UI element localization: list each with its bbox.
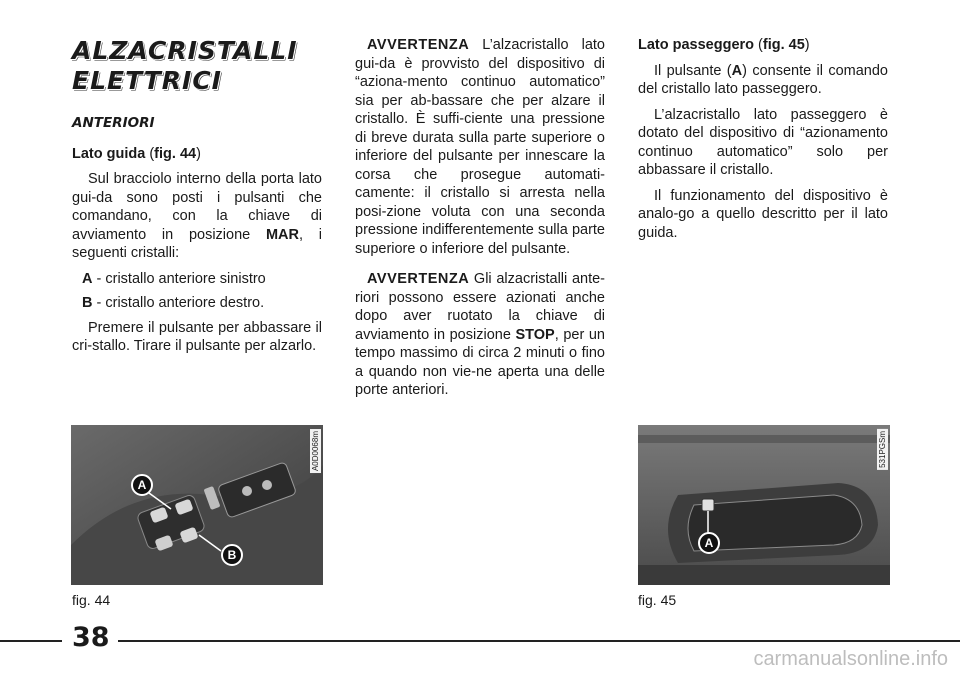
fig45-image (638, 425, 890, 585)
page-title: ALZACRISTALLI ELETTRICI (72, 36, 298, 95)
operation-paragraph: Premere il pulsante per abbassare il cri-stallo. Tirare il pulsante per alzarlo. (72, 319, 322, 354)
fig44-callout-a: A (131, 474, 153, 496)
middle-column (355, 36, 605, 407)
fig44-image (71, 425, 323, 585)
watermark: carmanualsonline.info (753, 648, 948, 670)
driver-side-heading: Lato guida (fig. 44) (72, 145, 201, 162)
fig45-code: 531PGSm (878, 431, 887, 468)
fig44-code: A0D0068m (311, 431, 320, 472)
passenger-paragraph-2: L’alzacristallo lato passeggero è dotato del dispositivo di “azionamento continuo automatico” solo per abbassare il cristallo. (638, 106, 888, 178)
fig44-illustration (71, 425, 323, 585)
footer-rule-left (0, 640, 62, 642)
right-column (638, 36, 888, 249)
footer-rule-right (118, 640, 960, 642)
left-column (72, 36, 322, 363)
fig44-callout-b: B (221, 544, 243, 566)
list-item-a: A - cristallo anteriore sinistro (82, 270, 266, 287)
fig45-callout-a: A (698, 532, 720, 554)
passenger-side-heading: Lato passeggero (fig. 45) (638, 37, 810, 53)
warning-2: AVVERTENZA Gli alzacristalli ante-riori possono essere azionati anche dopo aver ruotato la chiave di avviamento in posizione STOP, per un tempo massimo di circa 2 minuti o fino a quando non vie-ne aperta una delle porte anteriori. (355, 271, 605, 398)
warning-1: AVVERTENZA L’alzacristallo lato gui-da è provvisto del dispositivo di “aziona-mento continuo automatico” sia per ab-bassare che per alzare il cristallo. È suffi-ciente una pressione di breve durata sulla parte superiore o inferiore del pulsante per innescare la corsa che prosegue automati-camente: il cristallo si arresta nella posi-zione voluta con una seconda pressione indifferentemente sulla parte superiore o inferiore del pulsante. (355, 37, 605, 257)
driver-side-paragraph: Sul bracciolo interno della porta lato gui-da sono posti i pulsanti che comandano, con la chiave di avviamento in posizione MAR, i seguenti cristalli: (72, 171, 322, 261)
passenger-paragraph-1: Il pulsante (A) consente il comando del cristallo lato passeggero. (638, 62, 888, 97)
fig45-caption: fig. 45 (638, 592, 677, 608)
page-number: 38 (72, 622, 110, 653)
fig45-illustration (638, 425, 890, 585)
list-item-b: B - cristallo anteriore destro. (82, 295, 265, 311)
section-heading: ANTERIORI (72, 115, 155, 131)
passenger-paragraph-3: Il funzionamento del dispositivo è analo-go a quello descritto per il lato guida. (638, 187, 888, 241)
fig44-caption: fig. 44 (72, 592, 111, 608)
